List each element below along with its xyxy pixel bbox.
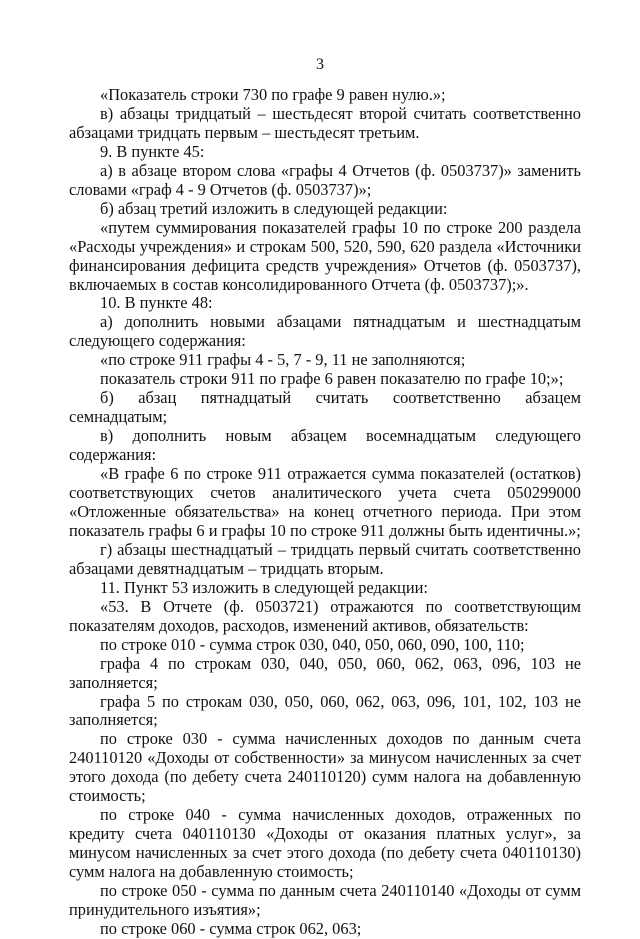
paragraph: 10. В пункте 48:	[100, 293, 213, 313]
paragraph: а) в абзаце втором слова «графы 4 Отчетов (ф. 0503737)» заменить словами «граф 4 - 9 Отчетов (ф. 0503737)»;	[69, 160, 581, 199]
paragraph: г) абзацы шестнадцатый – тридцать первый считать соответственно абзацами девятнадцатым – тридцать вторым.	[69, 539, 581, 578]
paragraph: а) дополнить новыми абзацами пятнадцатым и шестнадцатым следующего содержания:	[69, 312, 581, 351]
paragraph: графа 4 по строкам 030, 040, 050, 060, 062, 063, 096, 103 не заполняется;	[69, 653, 581, 692]
paragraph: б) абзац пятнадцатый считать соответственно абзацем семнадцатым;	[69, 388, 581, 427]
page-number: 3	[316, 56, 324, 73]
paragraph: по строке 010 - сумма строк 030, 040, 050, 060, 090, 100, 110;	[100, 634, 525, 654]
paragraph: в) дополнить новым абзацем восемнадцатым следующего содержания:	[69, 426, 581, 465]
paragraph: показатель строки 911 по графе 6 равен показателю по графе 10;»;	[100, 369, 564, 389]
paragraph: по строке 060 - сумма строк 062, 063;	[100, 918, 362, 938]
paragraph: по строке 050 - сумма по данным счета 240110140 «Доходы от сумм принудительного изъятия»;	[69, 881, 581, 919]
paragraph: 11. Пункт 53 изложить в следующей редакции:	[100, 577, 428, 597]
paragraph: «53. В Отчете (ф. 0503721) отражаются по соответствующим показателям доходов, расходов, изменений активов, обязательств:	[69, 596, 581, 635]
paragraph: по строке 030 - сумма начисленных доходов по данным счета 240110120 «Доходы от собственности» за минусом начисленных за счет этого дохода (по дебету счета 240110120) сумм налога на добавленную стоимость;	[69, 729, 581, 806]
document-body	[69, 86, 581, 939]
paragraph: «по строке 911 графы 4 - 5, 7 - 9, 11 не заполняются;	[100, 350, 466, 370]
paragraph: «В графе 6 по строке 911 отражается сумма показателей (остатков) соответствующих счетов аналитического учета счета 050299000 «Отложенные обязательства» на конец отчетного периода. При этом показатель графы 6 и графы 10 по строке 911 должны быть идентичны.»;	[69, 464, 581, 540]
paragraph: графа 5 по строкам 030, 050, 060, 062, 063, 096, 101, 102, 103 не заполняется;	[69, 691, 581, 730]
paragraph: по строке 040 - сумма начисленных доходов, отраженных по кредиту счета 040110130 «Доходы от оказания платных услуг», за минусом начисленных за счет этого дохода (по дебету счета 040110130) сумм налога на добавленную стоимость;	[69, 805, 581, 882]
paragraph: б) абзац третий изложить в следующей редакции:	[100, 198, 448, 218]
paragraph: «Показатель строки 730 по графе 9 равен нулю.»;	[100, 85, 446, 104]
paragraph: 9. В пункте 45:	[100, 141, 205, 161]
paragraph: в) абзацы тридцатый – шестьдесят второй считать соответственно абзацами тридцать первым – шестьдесят третьим.	[69, 103, 581, 142]
paragraph: «путем суммирования показателей графы 10 по строке 200 раздела «Расходы учреждения» и строкам 500, 520, 590, 620 раздела «Источники финансирования дефицита средств учреждения» Отчетов (ф. 0503737), включаемых в состав консолидированного Отчета (ф. 0503737);».	[69, 217, 581, 294]
